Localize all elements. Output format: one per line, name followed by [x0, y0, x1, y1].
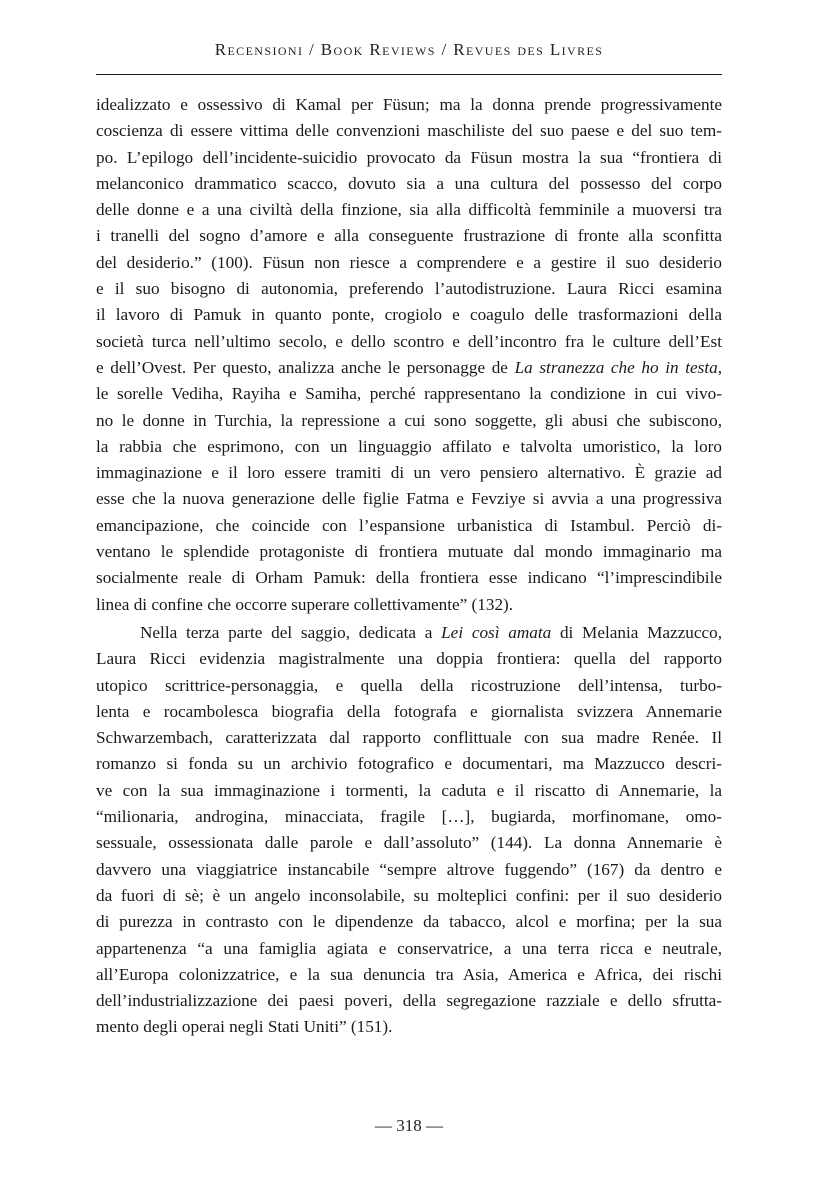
text-run: la rabbia che esprimono, con un linguaggio affilato e talvolta umoristico, la loro: [96, 436, 722, 456]
text-line: [96, 804, 722, 830]
text-line: [96, 857, 722, 883]
text-run: coscienza di essere vittima delle convenzioni maschiliste del suo paese e del suo tem-: [96, 121, 722, 141]
text-run: “milionaria, androgina, minacciata, fragile […], bugiarda, morfinomane, omo-: [96, 807, 722, 827]
text-run: davvero una viaggiatrice instancabile “sempre altrove fuggendo” (167) da dentro e: [96, 859, 722, 879]
text-run: società turca nell’ultimo secolo, e dello scontro e dell’incontro fra le culture dell’Est: [96, 331, 722, 351]
text-line: [96, 250, 722, 276]
paragraph: [96, 620, 722, 1041]
text-line: [96, 329, 722, 355]
text-line: [96, 565, 722, 591]
text-run: e il suo bisogno di autonomia, preferendo l’autodistruzione. Laura Ricci esamina: [96, 279, 722, 299]
text-line: [96, 197, 722, 223]
text-run: da fuori di sè; è un angelo inconsolabile, su molteplici confini: per il suo desiderio: [96, 885, 722, 905]
text-run: no le donne in Turchia, la repressione a cui sono soggette, gli abusi che subiscono,: [96, 410, 722, 430]
text-run: e dell’Ovest. Per questo, analizza anche le personagge de: [96, 357, 515, 377]
text-line: [96, 276, 722, 302]
text-run: di Melania Mazzucco,: [551, 622, 722, 642]
text-line: [96, 778, 722, 804]
text-line: [96, 145, 722, 171]
text-run: delle donne e a una civiltà della finzione, sia alla difficoltà femminile a muoversi tra: [96, 200, 722, 220]
text-line: [96, 513, 722, 539]
text-line: [96, 592, 722, 618]
text-line: [96, 751, 722, 777]
text-line: [96, 539, 722, 565]
text-run: romanzo si fonda su un archivio fotografico e documentari, ma Mazzucco descri-: [96, 754, 722, 774]
text-line: [96, 355, 722, 381]
text-line: [96, 381, 722, 407]
text-line: [96, 486, 722, 512]
text-run: all’Europa colonizzatrice, e la sua denuncia tra Asia, America e Africa, dei rischi: [96, 964, 722, 984]
text-line: [96, 460, 722, 486]
book-title-italic: Lei così amata: [441, 622, 552, 642]
text-run: le sorelle Vediha, Rayiha e Samiha, perché rappresentano la condizione in cui vivo-: [96, 384, 722, 404]
text-run: emancipazione, che coincide con l’espansione urbanistica di Istambul. Perciò di-: [96, 515, 722, 535]
text-line: [96, 909, 722, 935]
header-rule: [96, 74, 722, 75]
text-line: [96, 962, 722, 988]
text-line: [96, 223, 722, 249]
text-run: di purezza in contrasto con le dipendenze da tabacco, alcol e morfina; per la sua: [96, 912, 722, 932]
text-run: melanconico drammatico scacco, dovuto sia a una cultura del possesso del corpo: [96, 173, 722, 193]
text-line: [96, 725, 722, 751]
text-line: [96, 646, 722, 672]
text-line: [96, 1014, 722, 1040]
text-line: [96, 171, 722, 197]
text-line: [96, 830, 722, 856]
text-run: Schwarzembach, caratterizzata dal rapporto conflittuale con sua madre Renée. Il: [96, 728, 722, 748]
page-number: — 318 —: [375, 1116, 443, 1135]
text-line: [96, 118, 722, 144]
text-line: [96, 302, 722, 328]
text-line: [96, 673, 722, 699]
text-run: immaginazione e il loro essere tramiti di un vero pensiero alternativo. È grazie ad: [96, 463, 722, 483]
text-run: dell’industrializzazione dei paesi poveri, della segregazione razziale e dello sfrutta-: [96, 991, 722, 1011]
text-run: linea di confine che occorre superare collettivamente” (132).: [96, 594, 514, 614]
text-run: socialmente reale di Orham Pamuk: della frontiera esse indicano “l’imprescindibile: [96, 568, 722, 588]
text-run: lenta e rocambolesca biografia della fotografa e giornalista svizzera Annemarie: [96, 701, 722, 721]
text-line: [96, 92, 722, 118]
text-run: idealizzato e ossessivo di Kamal per Füsun; ma la donna prende progressivamente: [96, 95, 722, 114]
book-title-italic: La stranezza che ho in testa: [514, 357, 718, 377]
text-line: [96, 408, 722, 434]
text-run: il lavoro di Pamuk in quanto ponte, crogiolo e coagulo delle trasformazioni della: [96, 305, 722, 325]
text-run: i tranelli del sogno d’amore e alla conseguente frustrazione di fronte alla sconfitta: [96, 226, 722, 246]
running-head: Recensioni / Book Reviews / Revues des Livres: [214, 40, 604, 59]
text-run: appartenenza “a una famiglia agiata e conservatrice, a una terra ricca e neutrale,: [96, 938, 722, 958]
text-line: [96, 699, 722, 725]
review-body-text: [96, 92, 722, 1041]
text-run: mento degli operai negli Stati Uniti” (151).: [96, 1017, 393, 1037]
text-line: [96, 434, 722, 460]
text-run: esse che la nuova generazione delle figlie Fatma e Fevziye si avvia a una progressiva: [96, 489, 722, 509]
text-line: [96, 936, 722, 962]
text-run: ventano le splendide protagoniste di frontiera mutuate dal mondo immaginario ma: [96, 542, 722, 562]
text-run: ve con la sua immaginazione i tormenti, la caduta e il riscatto di Annemarie, la: [96, 780, 722, 800]
text-run: Laura Ricci evidenzia magistralmente una doppia frontiera: quella del rapporto: [96, 649, 722, 669]
text-run: sessuale, ossessionata dalle parole e dall’assoluto” (144). La donna Annemarie è: [96, 833, 722, 853]
paragraph: [96, 92, 722, 618]
text-run: del desiderio.” (100). Füsun non riesce a comprendere e a gestire il suo desiderio: [96, 252, 722, 272]
text-run: po. L’epilogo dell’incidente-suicidio provocato da Füsun mostra la sua “frontiera di: [96, 147, 722, 167]
text-line: [96, 620, 722, 646]
text-run: utopico scrittrice-personaggia, e quella della ricostruzione dell’intensa, turbo-: [96, 675, 722, 695]
text-run: ,: [717, 357, 722, 377]
text-run: Nella terza parte del saggio, dedicata a: [140, 622, 442, 642]
text-line: [96, 988, 722, 1014]
text-line: [96, 883, 722, 909]
